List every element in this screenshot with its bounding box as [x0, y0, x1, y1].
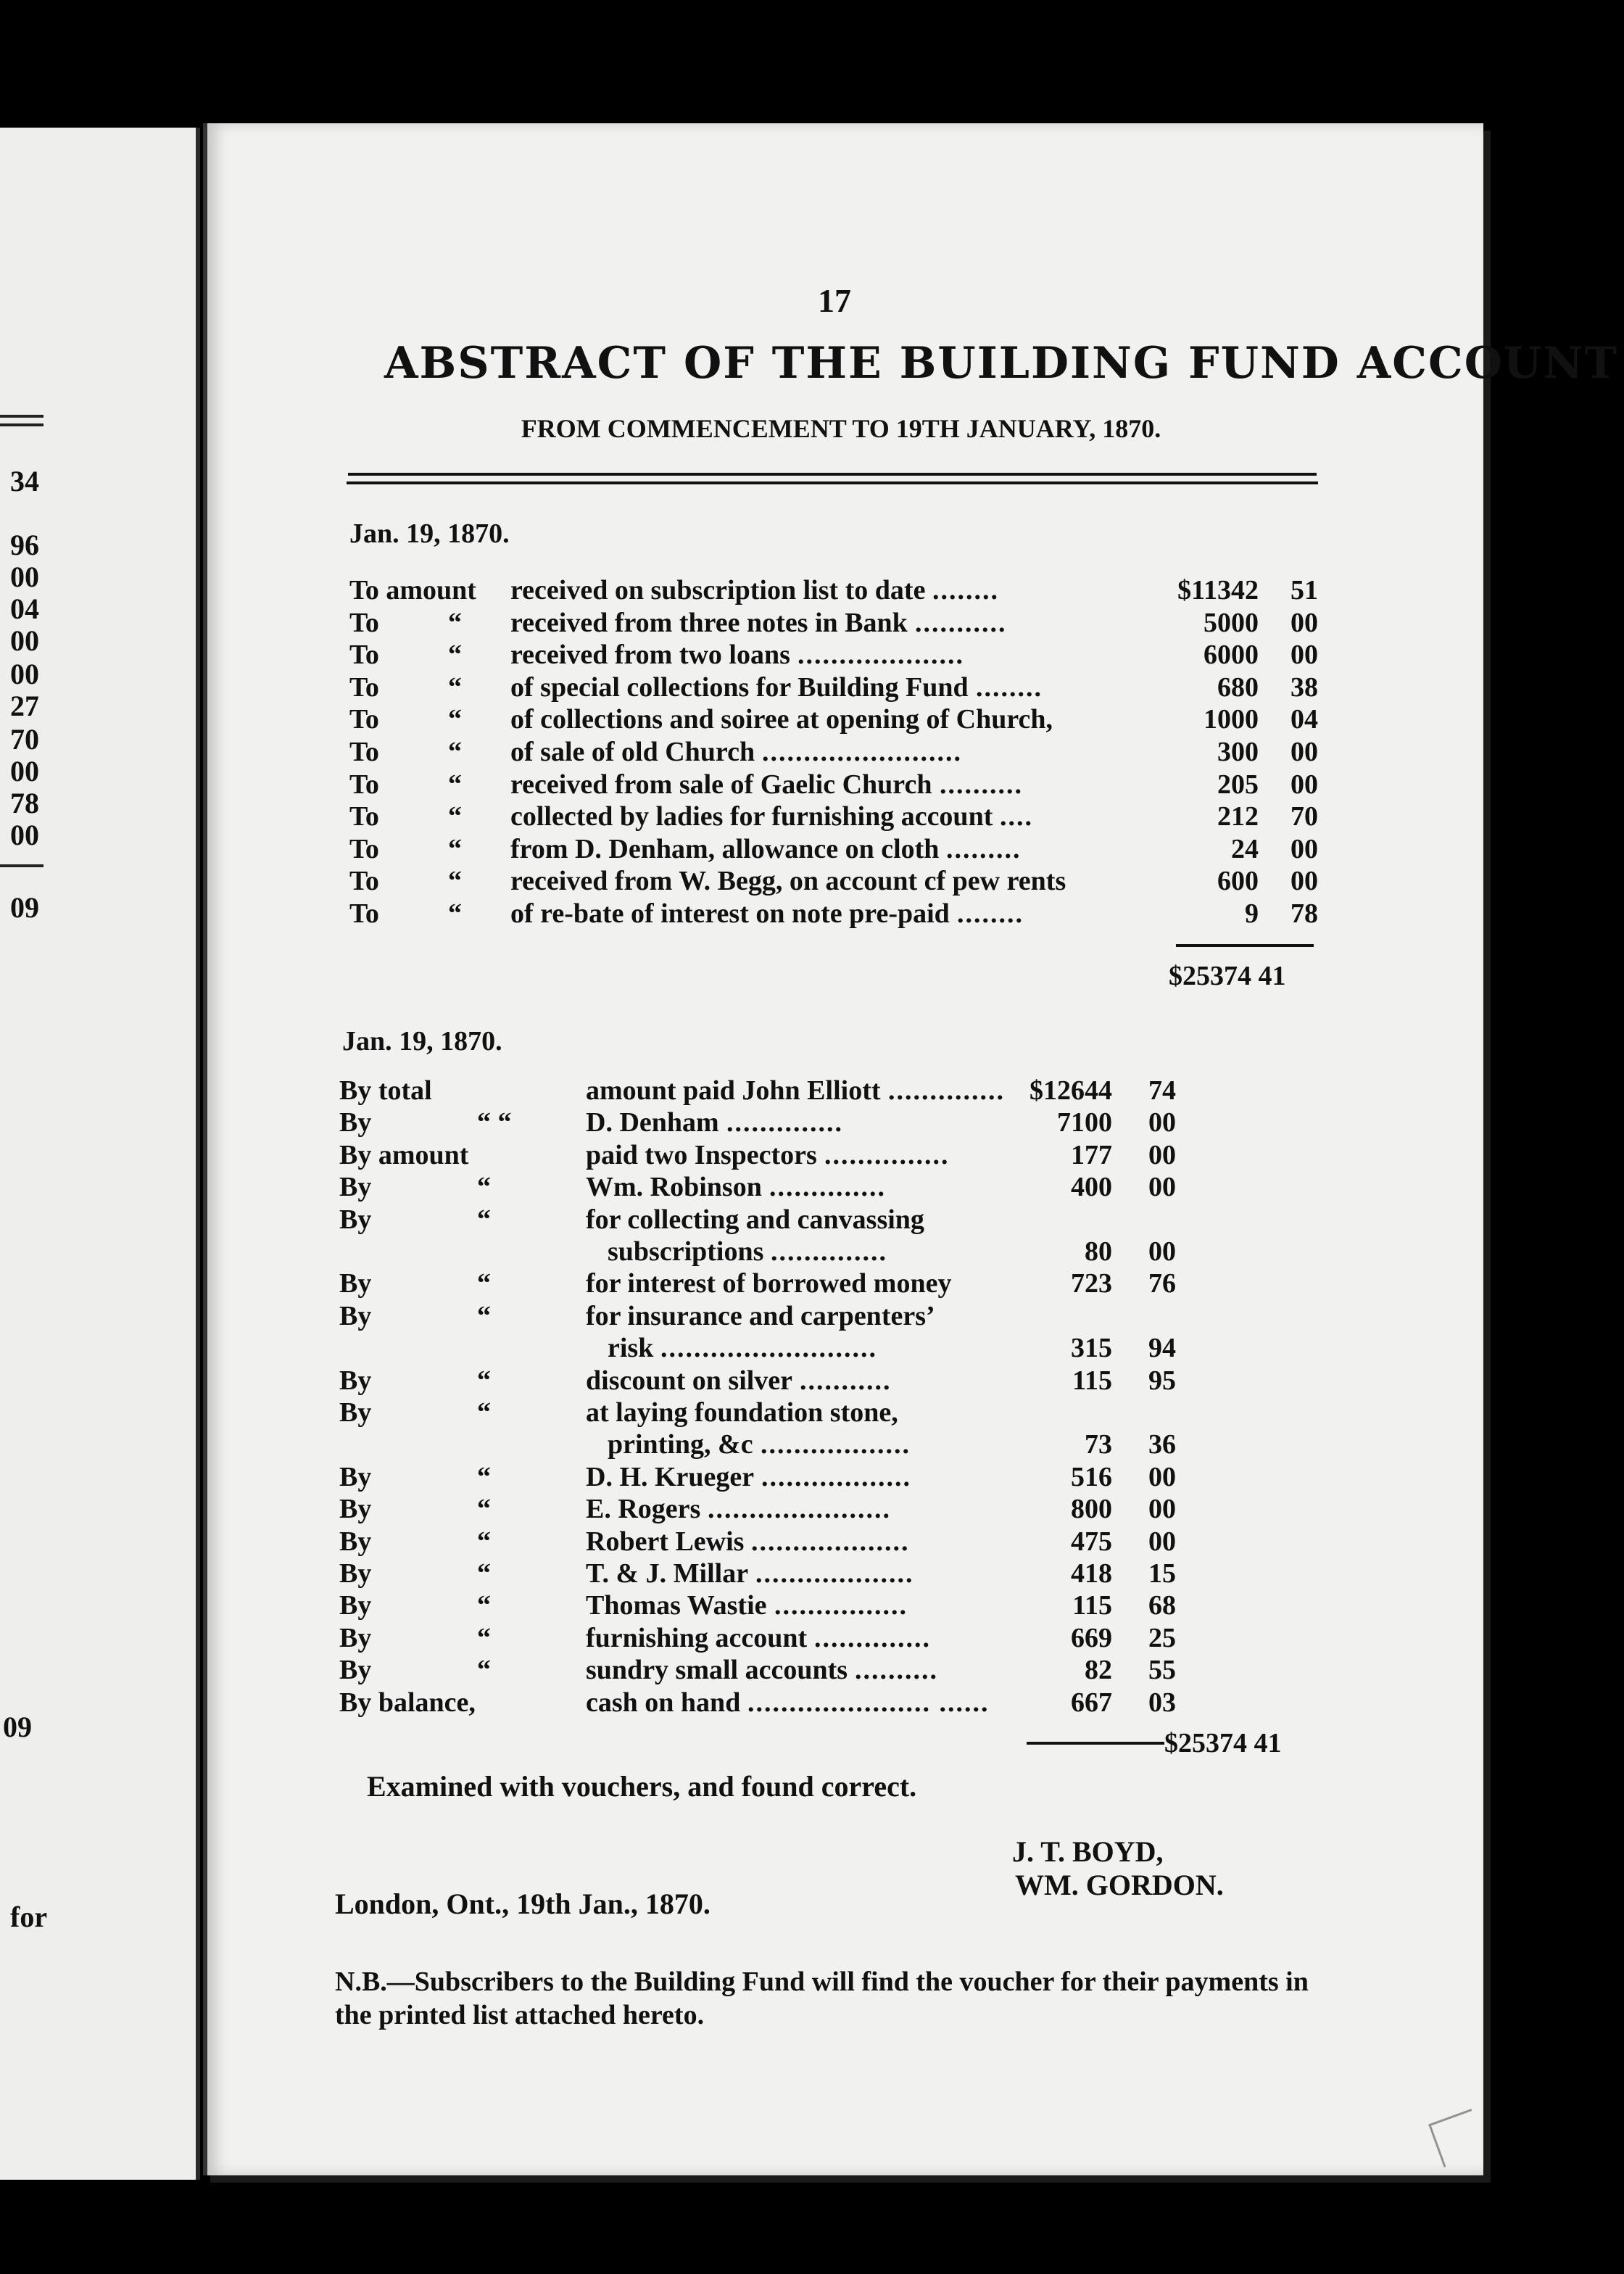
amount-cents: 00 — [1290, 607, 1318, 638]
amount-dollars: 315 — [1071, 1333, 1112, 1364]
amount-cents: 25 — [1148, 1622, 1176, 1653]
entry-prefix: To — [349, 607, 379, 638]
entry-prefix: By — [339, 1107, 372, 1138]
entry-prefix: By — [339, 1558, 372, 1589]
place-and-date: London, Ont., 19th Jan., 1870. — [335, 1888, 710, 1920]
ditto-mark: “ — [448, 671, 462, 703]
amount-dollars: 5000 — [1204, 607, 1259, 638]
entry-description: furnishing account — [586, 1622, 808, 1653]
entry-description: for insurance and carpenters’ — [586, 1300, 935, 1331]
receipts-row — [349, 736, 1318, 768]
amount-cents: 04 — [1290, 704, 1318, 735]
left-page-text-fragment: for — [10, 1901, 48, 1933]
amount-dollars: 115 — [1072, 1365, 1112, 1396]
amount-cents: 36 — [1148, 1429, 1176, 1460]
amount-dollars: 80 — [1085, 1236, 1112, 1267]
amount-dollars: 475 — [1071, 1526, 1112, 1557]
left-page-text-fragment: 70 — [10, 723, 39, 756]
amount-dollars: 115 — [1072, 1590, 1112, 1621]
receipts-total: $25374 41 — [1169, 961, 1286, 991]
amount-cents: 51 — [1290, 575, 1318, 605]
entry-description: received from two loans — [510, 640, 790, 671]
amount-dollars: 667 — [1071, 1687, 1112, 1718]
amount-cents: 76 — [1148, 1268, 1176, 1299]
left-page-text-fragment: 00 — [10, 819, 39, 851]
payments-row — [339, 1171, 1182, 1203]
entry-description: sundry small accounts — [586, 1655, 848, 1686]
leader-dots: ........ — [957, 898, 1024, 929]
entry-description: Robert Lewis — [586, 1526, 745, 1557]
payments-row — [339, 1236, 1182, 1268]
amount-dollars: 418 — [1071, 1558, 1112, 1589]
payments-row — [339, 1268, 1182, 1299]
entry-prefix: By balance, — [339, 1687, 476, 1718]
leader-dots: ................... — [755, 1558, 914, 1589]
entry-description: risk — [608, 1333, 654, 1364]
leader-dots: .................. — [761, 1429, 911, 1460]
leader-dots: .......... — [940, 769, 1023, 800]
page-corner-fold — [1428, 2109, 1487, 2167]
payments-row — [339, 1107, 1182, 1138]
receipts-date: Jan. 19, 1870. — [349, 518, 510, 549]
entry-description: received from W. Begg, on account cf pew rents — [510, 866, 1066, 897]
entry-prefix: By — [339, 1494, 372, 1525]
payments-row — [339, 1558, 1182, 1589]
ditto-mark: “ — [477, 1300, 491, 1331]
leader-dots: ........ — [932, 575, 999, 605]
ditto-mark: “ — [477, 1461, 491, 1492]
entry-description: received from three notes in Bank — [510, 607, 908, 638]
entry-description: cash on hand — [586, 1687, 741, 1718]
leader-dots: .............. — [814, 1622, 931, 1653]
entry-prefix: To — [349, 866, 379, 897]
entry-prefix: By — [339, 1397, 372, 1428]
amount-cents: 00 — [1290, 866, 1318, 897]
amount-cents: 00 — [1148, 1526, 1176, 1557]
entry-prefix: By amount — [339, 1139, 469, 1170]
leader-dots: ................... — [751, 1526, 910, 1557]
left-page-text-fragment: 34 — [10, 465, 39, 497]
entry-description: T. & J. Millar — [586, 1558, 749, 1589]
left-page-text-fragment: 09 — [3, 1711, 32, 1743]
ditto-mark: “ — [448, 866, 462, 897]
entry-prefix: To — [349, 704, 379, 735]
entry-description: received from sale of Gaelic Church — [510, 769, 932, 800]
ditto-mark: “ — [477, 1622, 491, 1653]
left-page-text-fragment: 00 — [10, 755, 39, 787]
amount-cents: 78 — [1290, 898, 1318, 929]
leader-dots: .................... — [798, 640, 964, 671]
left-page-fragment — [0, 128, 200, 2180]
payments-row — [339, 1365, 1182, 1397]
entry-prefix: To — [349, 833, 379, 864]
entry-description: printing, &c — [608, 1429, 753, 1460]
payments-row — [339, 1139, 1182, 1171]
amount-dollars: 205 — [1217, 769, 1259, 800]
receipts-row — [349, 769, 1318, 801]
entry-prefix: To — [349, 737, 379, 767]
amount-cents: 00 — [1290, 833, 1318, 864]
leader-dots: .......................... — [660, 1333, 877, 1364]
receipts-row — [349, 607, 1318, 639]
entry-prefix: By — [339, 1590, 372, 1621]
amount-dollars: 800 — [1071, 1494, 1112, 1525]
payments-date: Jan. 19, 1870. — [342, 1026, 502, 1057]
entry-prefix: By — [339, 1526, 372, 1557]
payments-sum-rule — [1027, 1742, 1164, 1745]
left-page-text-fragment: 04 — [10, 592, 39, 625]
entry-description: E. Rogers — [586, 1494, 701, 1525]
entry-prefix: By total — [339, 1075, 432, 1106]
amount-cents: 03 — [1148, 1687, 1176, 1718]
ditto-mark: “ — [448, 769, 462, 800]
entry-prefix: By — [339, 1300, 372, 1331]
entry-description: D. H. Krueger — [586, 1461, 755, 1492]
amount-cents: 00 — [1148, 1494, 1176, 1525]
entry-prefix: To — [349, 801, 379, 832]
ditto-mark: “ — [448, 640, 462, 671]
entry-prefix: By — [339, 1622, 372, 1653]
amount-dollars: 9 — [1245, 898, 1259, 929]
amount-cents: 70 — [1290, 801, 1318, 832]
ditto-mark: “ — [477, 1655, 491, 1686]
entry-description: for collecting and canvassing — [586, 1204, 924, 1235]
leader-dots: ...................... — [708, 1494, 891, 1525]
payments-row — [339, 1654, 1182, 1686]
receipts-row — [349, 671, 1318, 703]
ditto-mark: “ — [477, 1365, 491, 1396]
ditto-mark: “ — [448, 833, 462, 864]
entry-prefix: To — [349, 769, 379, 800]
payments-row — [339, 1300, 1182, 1332]
ditto-mark: “ — [448, 898, 462, 929]
amount-cents: 68 — [1148, 1590, 1176, 1621]
entry-description: collected by ladies for furnishing account — [510, 801, 993, 832]
leader-dots: ........... — [800, 1365, 892, 1396]
entry-description: subscriptions — [608, 1236, 764, 1267]
entry-prefix: By — [339, 1365, 372, 1396]
leader-dots: ...................... ...... — [747, 1687, 990, 1718]
amount-dollars: 24 — [1231, 833, 1259, 864]
payments-row — [339, 1332, 1182, 1364]
leader-dots: .... — [1000, 801, 1033, 832]
amount-dollars: 300 — [1217, 737, 1259, 767]
ditto-mark: “ — [448, 801, 462, 832]
amount-dollars: 723 — [1071, 1268, 1112, 1299]
amount-cents: 00 — [1290, 737, 1318, 767]
leader-dots: .............. — [771, 1236, 887, 1267]
left-page-text-fragment: 27 — [10, 690, 39, 722]
amount-cents: 00 — [1148, 1461, 1176, 1492]
entry-prefix: By — [339, 1172, 372, 1203]
payments-row — [339, 1493, 1182, 1525]
amount-cents: 00 — [1148, 1236, 1176, 1267]
examination-statement: Examined with vouchers, and found correct. — [367, 1770, 917, 1803]
header-rule-bottom — [347, 481, 1318, 484]
entry-prefix: By — [339, 1461, 372, 1492]
receipts-row — [349, 574, 1318, 606]
amount-dollars: 669 — [1071, 1622, 1112, 1653]
payments-total: $25374 41 — [1164, 1728, 1282, 1758]
entry-description: of re-bate of interest on note pre-paid — [510, 898, 950, 929]
left-rule — [0, 415, 44, 418]
amount-dollars: 6000 — [1204, 640, 1259, 671]
entry-prefix: To — [349, 640, 379, 671]
payments-row — [339, 1075, 1182, 1107]
left-page-text-fragment: 96 — [10, 529, 39, 561]
ditto-mark: “ — [477, 1397, 491, 1428]
receipts-sum-rule — [1176, 944, 1314, 947]
amount-dollars: 600 — [1217, 866, 1259, 897]
entry-prefix: To amount — [349, 575, 476, 605]
entry-prefix: By — [339, 1204, 372, 1235]
entry-description: paid two Inspectors — [586, 1139, 817, 1170]
left-page-text-fragment: 00 — [10, 561, 39, 593]
entry-prefix: To — [349, 671, 379, 703]
left-page-text-fragment: 78 — [10, 787, 39, 819]
entry-description: D. Denham — [586, 1107, 719, 1138]
amount-cents: 00 — [1290, 640, 1318, 671]
receipts-row — [349, 833, 1318, 865]
payments-row — [339, 1622, 1182, 1654]
leader-dots: .............. — [769, 1172, 886, 1203]
left-page-text-fragment: 00 — [10, 658, 39, 690]
amount-cents: 00 — [1290, 769, 1318, 800]
ditto-mark: “ — [477, 1526, 491, 1557]
amount-dollars: 7100 — [1057, 1107, 1112, 1138]
amount-cents: 95 — [1148, 1365, 1176, 1396]
receipts-row — [349, 801, 1318, 832]
leader-dots: .......... — [855, 1655, 938, 1686]
entry-description: Thomas Wastie — [586, 1590, 767, 1621]
payments-row — [339, 1687, 1182, 1719]
ditto-mark: “ — [477, 1172, 491, 1203]
ditto-mark: “ — [448, 607, 462, 638]
entry-description: from D. Denham, allowance on cloth — [510, 833, 940, 864]
ditto-mark: “ — [477, 1204, 491, 1235]
entry-prefix: By — [339, 1268, 372, 1299]
document-subtitle: FROM COMMENCEMENT TO 19TH JANUARY, 1870. — [521, 414, 1161, 443]
entry-prefix: By — [339, 1655, 372, 1686]
ditto-mark: “ “ — [477, 1107, 512, 1138]
amount-cents: 74 — [1148, 1075, 1176, 1106]
ditto-mark: “ — [477, 1268, 491, 1299]
left-page-text-fragment: 09 — [10, 891, 39, 924]
payments-row — [339, 1526, 1182, 1558]
amount-cents: 00 — [1148, 1139, 1176, 1170]
amount-dollars: 1000 — [1204, 704, 1259, 735]
leader-dots: .................. — [761, 1461, 911, 1492]
ditto-mark: “ — [477, 1590, 491, 1621]
ditto-mark: “ — [477, 1494, 491, 1525]
leader-dots: ........ — [976, 671, 1043, 703]
amount-cents: 15 — [1148, 1558, 1176, 1589]
ditto-mark: “ — [477, 1558, 491, 1589]
payments-row — [339, 1204, 1182, 1236]
leader-dots: .............. — [888, 1075, 1005, 1106]
amount-cents: 94 — [1148, 1333, 1176, 1364]
leader-dots: .............. — [726, 1107, 843, 1138]
leader-dots: ........... — [915, 607, 1007, 638]
amount-cents: 38 — [1290, 671, 1318, 703]
amount-dollars: $11342 — [1177, 575, 1259, 605]
amount-cents: 00 — [1148, 1172, 1176, 1203]
signatory-1: J. T. BOYD, — [1012, 1835, 1164, 1868]
receipts-row — [349, 639, 1318, 671]
entry-description: Wm. Robinson — [586, 1172, 762, 1203]
entry-description: of special collections for Building Fund — [510, 671, 969, 703]
entry-description: amount paid John Elliott — [586, 1075, 881, 1106]
receipts-row — [349, 898, 1318, 930]
entry-prefix: To — [349, 898, 379, 929]
leader-dots: ......... — [946, 833, 1022, 864]
payments-row — [339, 1397, 1182, 1429]
entry-description: discount on silver — [586, 1365, 793, 1396]
amount-dollars: 212 — [1217, 801, 1259, 832]
amount-dollars: 680 — [1217, 671, 1259, 703]
page-number: 17 — [818, 282, 851, 319]
header-rule-top — [348, 473, 1317, 476]
left-page-text-fragment: 00 — [10, 624, 39, 657]
amount-cents: 00 — [1148, 1107, 1176, 1138]
payments-row — [339, 1429, 1182, 1460]
leader-dots: ................ — [774, 1590, 908, 1621]
receipts-row — [349, 865, 1318, 897]
entry-description: of collections and soiree at opening of Church, — [510, 704, 1053, 735]
ditto-mark: “ — [448, 737, 462, 767]
document-title: ABSTRACT OF THE BUILDING FUND ACCOUNT — [384, 338, 1618, 389]
payments-row — [339, 1461, 1182, 1493]
entry-description: of sale of old Church — [510, 737, 755, 767]
amount-dollars: 177 — [1071, 1139, 1112, 1170]
leader-dots: ............... — [824, 1139, 950, 1170]
left-rule — [0, 423, 44, 426]
amount-dollars: 400 — [1071, 1172, 1112, 1203]
ditto-mark: “ — [448, 704, 462, 735]
amount-dollars: 73 — [1085, 1429, 1112, 1460]
leader-dots: ........................ — [762, 737, 962, 767]
entry-description: for interest of borrowed money — [586, 1268, 952, 1299]
signatory-2: WM. GORDON. — [1015, 1869, 1224, 1901]
receipts-row — [349, 703, 1318, 735]
left-rule — [0, 864, 44, 867]
amount-dollars: $12644 — [1030, 1075, 1112, 1106]
amount-dollars: 516 — [1071, 1461, 1112, 1492]
entry-description: at laying foundation stone, — [586, 1397, 898, 1428]
payments-row — [339, 1589, 1182, 1621]
footnote: N.B.—Subscribers to the Building Fund will find the voucher for their payments in the printed list attached hereto. — [335, 1967, 1309, 2030]
amount-cents: 55 — [1148, 1655, 1176, 1686]
amount-dollars: 82 — [1085, 1655, 1112, 1686]
entry-description: received on subscription list to date — [510, 575, 926, 605]
